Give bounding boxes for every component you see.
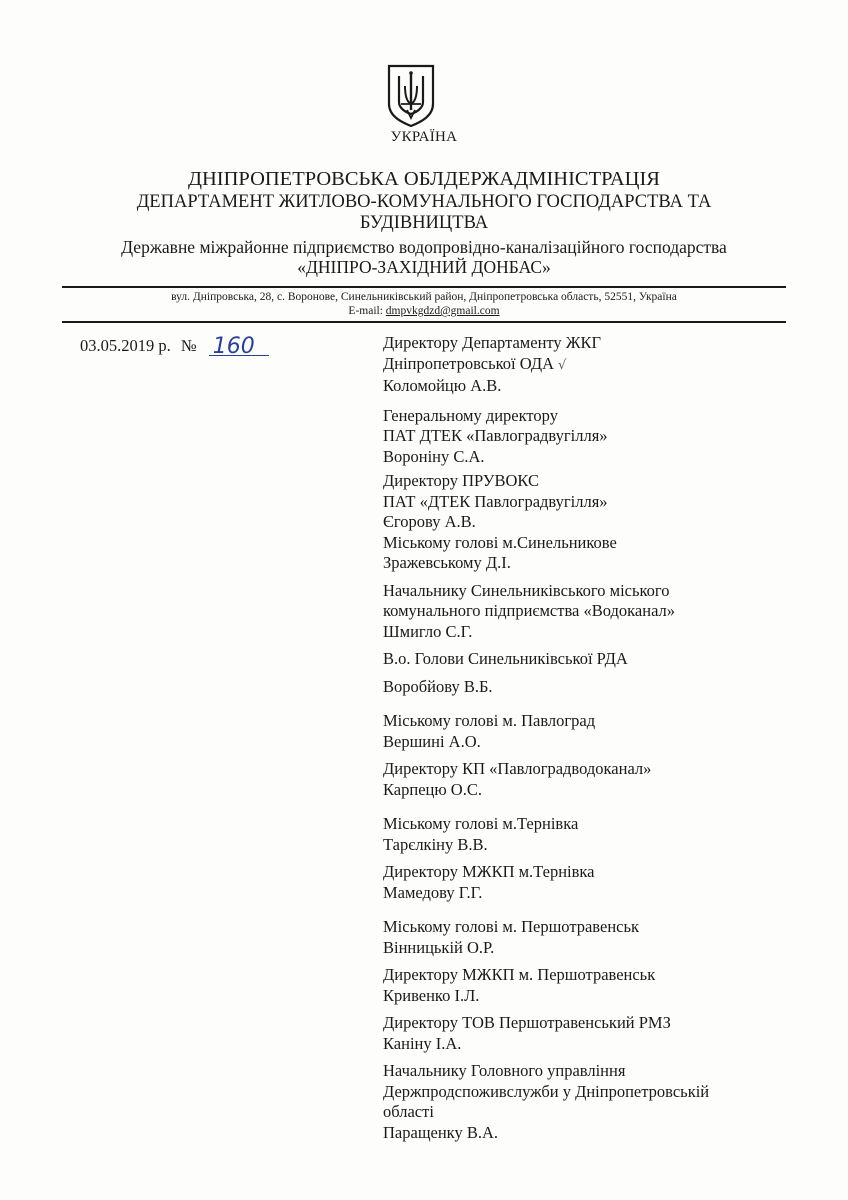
recipient-block xyxy=(383,677,803,698)
recipient-line: Міському голові м. Павлоград xyxy=(383,711,596,730)
address-block xyxy=(0,290,848,318)
recipient-block xyxy=(383,917,803,958)
email-link[interactable]: dmpvkgdzd@gmail.com xyxy=(385,305,500,317)
recipient-line: області xyxy=(383,1102,434,1121)
recipient-block xyxy=(383,862,803,903)
recipient-block xyxy=(383,649,803,670)
recipient-block xyxy=(383,759,803,800)
recipient-line: Міському голові м.Синельникове xyxy=(383,532,617,552)
recipient-line: Директору МЖКП м. Першотравенськ xyxy=(383,965,656,984)
recipient-line: Єгорову А.В. xyxy=(383,512,476,531)
department-line-2: БУДІВНИЦТВА xyxy=(359,213,489,233)
recipient-line: Директору КП «Павлоградводоканал» xyxy=(383,759,652,778)
letter-date-number xyxy=(80,334,269,359)
recipient-line: Міському голові м. Першотравенськ xyxy=(383,917,640,936)
email-line xyxy=(0,304,848,318)
recipient-block xyxy=(383,814,803,855)
recipient-line: Вершині А.О. xyxy=(383,731,481,751)
recipient-line: Директору ТОВ Першотравенський РМЗ xyxy=(383,1013,671,1032)
recipient-line: Зражевському Д.І. xyxy=(383,553,511,572)
recipient-line: Начальнику Головного управління xyxy=(383,1061,626,1080)
recipient-block xyxy=(383,471,803,533)
recipient-line: Міському голові м.Тернівка xyxy=(383,814,579,833)
recipient-block xyxy=(383,406,803,468)
recipient-line: Воробйову В.Б. xyxy=(383,676,493,696)
recipient-line: Генеральному директору xyxy=(383,405,558,425)
header-rule-bottom xyxy=(62,321,786,323)
recipient-line: Шмигло С.Г. xyxy=(383,621,473,641)
recipient-line: Каніну І.А. xyxy=(383,1033,462,1053)
recipient-line: Вороніну С.А. xyxy=(383,446,485,466)
recipient-block xyxy=(383,965,803,1006)
enterprise-name xyxy=(40,237,808,277)
recipients-list xyxy=(383,333,803,1143)
recipient-line: Директору ПРУВОКС xyxy=(383,471,539,490)
recipient-line: В.о. Голови Синельниківської РДА xyxy=(383,649,628,668)
recipient-line xyxy=(383,354,803,377)
letter-date: 03.05.2019 р. xyxy=(80,336,171,355)
department-line-1: ДЕПАРТАМЕНТ ЖИТЛОВО-КОМУНАЛЬНОГО ГОСПОДАРСТВА ТА xyxy=(136,192,712,212)
enterprise-line-2: «ДНІПРО-ЗАХІДНИЙ ДОНБАС» xyxy=(297,257,551,277)
recipient-line: Держпродспоживслужби у Дніпропетровській xyxy=(383,1081,710,1101)
recipient-line: Мамедову Г.Г. xyxy=(383,882,483,902)
email-label: E-mail: xyxy=(348,305,386,317)
registration-number: 160 xyxy=(209,339,269,356)
recipient-line: Директору Департаменту ЖКГ xyxy=(383,333,602,352)
recipient-line: Вінницькій О.Р. xyxy=(383,937,495,957)
recipient-block xyxy=(383,711,803,752)
recipient-line: Коломойцю А.В. xyxy=(383,376,502,395)
number-label: № xyxy=(180,336,197,355)
organization-title: ДНІПРОПЕТРОВСЬКА ОБЛДЕРЖАДМІНІСТРАЦІЯ xyxy=(188,168,660,190)
recipient-block xyxy=(383,533,803,574)
enterprise-line-1: Державне міжрайонне підприємство водопровідно-каналізаційного господарства xyxy=(121,237,727,257)
recipient-block xyxy=(383,1061,803,1143)
recipient-line: ПАТ «ДТЕК Павлоградвугілля» xyxy=(383,491,608,511)
recipient-block xyxy=(383,333,803,397)
recipient-line: Тарєлкіну В.В. xyxy=(383,834,488,854)
check-mark-icon: √ xyxy=(558,357,567,373)
country-name: УКРАЇНА xyxy=(390,129,458,145)
recipient-line: Паращенку В.А. xyxy=(383,1122,499,1142)
recipient-line-text: Дніпропетровської ОДА xyxy=(383,353,555,373)
recipient-line: Карпецю О.С. xyxy=(383,779,482,799)
recipient-line: комунального підприємства «Водоканал» xyxy=(383,601,676,620)
recipient-line: ПАТ ДТЕК «Павлоградвугілля» xyxy=(383,426,608,445)
recipient-line: Директору МЖКП м.Тернівка xyxy=(383,862,595,881)
recipient-line: Кривенко І.Л. xyxy=(383,985,480,1005)
header-rule-top xyxy=(62,286,786,288)
coat-of-arms-icon xyxy=(385,64,437,128)
recipient-line: Начальнику Синельниківського міського xyxy=(383,580,670,600)
postal-address: вул. Дніпровська, 28, с. Воронове, Синельниківський район, Дніпропетровська область, 52551, Україна xyxy=(171,291,677,303)
recipient-block xyxy=(383,581,803,643)
recipient-block xyxy=(383,1013,803,1054)
department-name xyxy=(100,192,748,234)
